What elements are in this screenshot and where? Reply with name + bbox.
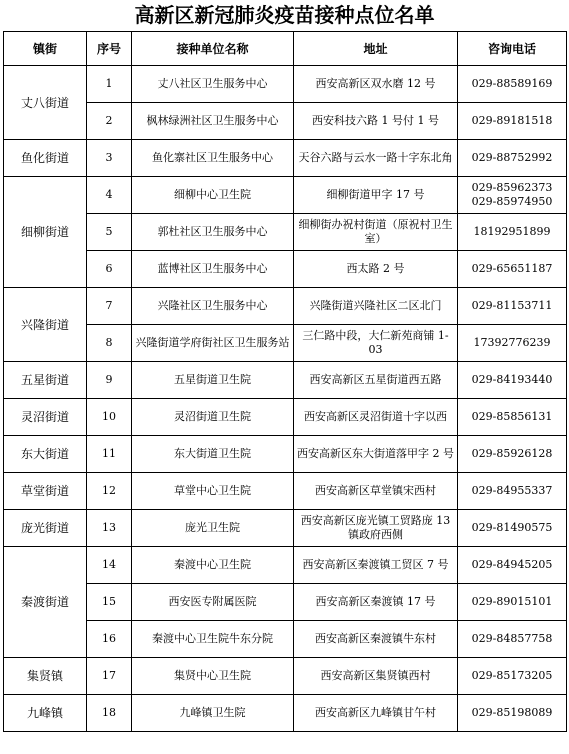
address-cell: 西太路 2 号 xyxy=(294,251,458,288)
table-row xyxy=(4,103,567,140)
site-name-cell: 灵沼街道卫生院 xyxy=(132,399,294,436)
phone-cell: 029-88589169 xyxy=(458,66,567,103)
address-cell: 西安高新区灵沼街道十字以西 xyxy=(294,399,458,436)
town-cell: 兴隆街道 xyxy=(4,288,87,362)
number-cell: 5 xyxy=(87,214,132,251)
town-cell: 五星街道 xyxy=(4,362,87,399)
site-name-cell: 九峰镇卫生院 xyxy=(132,695,294,732)
address-cell: 西安高新区九峰镇甘午村 xyxy=(294,695,458,732)
header-site-name: 接种单位名称 xyxy=(132,32,294,66)
number-cell: 3 xyxy=(87,140,132,177)
table-row xyxy=(4,362,567,399)
number-cell: 7 xyxy=(87,288,132,325)
site-name-cell: 细柳中心卫生院 xyxy=(132,177,294,214)
town-cell: 秦渡街道 xyxy=(4,547,87,658)
number-cell: 17 xyxy=(87,658,132,695)
site-name-cell: 东大街道卫生院 xyxy=(132,436,294,473)
vaccination-sites-table xyxy=(3,31,567,732)
table-header-row xyxy=(4,32,567,66)
town-cell: 草堂街道 xyxy=(4,473,87,510)
number-cell: 8 xyxy=(87,325,132,362)
header-number: 序号 xyxy=(87,32,132,66)
table-row xyxy=(4,177,567,214)
table-row xyxy=(4,325,567,362)
number-cell: 10 xyxy=(87,399,132,436)
table-row xyxy=(4,473,567,510)
address-cell: 西安高新区东大街道落甲字 2 号 xyxy=(294,436,458,473)
site-name-cell: 枫林绿洲社区卫生服务中心 xyxy=(132,103,294,140)
address-cell: 兴隆街道兴隆社区二区北门 xyxy=(294,288,458,325)
number-cell: 1 xyxy=(87,66,132,103)
town-cell: 集贤镇 xyxy=(4,658,87,695)
phone-cell: 029-81153711 xyxy=(458,288,567,325)
site-name-cell: 草堂中心卫生院 xyxy=(132,473,294,510)
number-cell: 6 xyxy=(87,251,132,288)
number-cell: 9 xyxy=(87,362,132,399)
table-row xyxy=(4,436,567,473)
phone-cell: 029-89015101 xyxy=(458,584,567,621)
number-cell: 16 xyxy=(87,621,132,658)
site-name-cell: 秦渡中心卫生院 xyxy=(132,547,294,584)
address-cell: 西安高新区秦渡镇工贸区 7 号 xyxy=(294,547,458,584)
phone-cell: 029-85926128 xyxy=(458,436,567,473)
town-cell: 鱼化街道 xyxy=(4,140,87,177)
phone-cell: 029-85856131 xyxy=(458,399,567,436)
table-row xyxy=(4,140,567,177)
phone-cell: 029-84193440 xyxy=(458,362,567,399)
table-row xyxy=(4,66,567,103)
address-cell: 细柳街道甲字 17 号 xyxy=(294,177,458,214)
town-cell: 细柳街道 xyxy=(4,177,87,288)
phone-cell: 029-89181518 xyxy=(458,103,567,140)
site-name-cell: 兴隆街道学府街社区卫生服务站 xyxy=(132,325,294,362)
site-name-cell: 兴隆社区卫生服务中心 xyxy=(132,288,294,325)
number-cell: 15 xyxy=(87,584,132,621)
town-cell: 丈八街道 xyxy=(4,66,87,140)
address-cell: 西安高新区草堂镇宋西村 xyxy=(294,473,458,510)
address-cell: 西安高新区秦渡镇 17 号 xyxy=(294,584,458,621)
phone-cell: 029-85198089 xyxy=(458,695,567,732)
number-cell: 18 xyxy=(87,695,132,732)
table-row xyxy=(4,621,567,658)
address-cell: 西安高新区五星街道西五路 xyxy=(294,362,458,399)
number-cell: 14 xyxy=(87,547,132,584)
table-row xyxy=(4,584,567,621)
phone-cell: 17392776239 xyxy=(458,325,567,362)
number-cell: 13 xyxy=(87,510,132,547)
phone-cell: 18192951899 xyxy=(458,214,567,251)
phone-cell: 029-84945205 xyxy=(458,547,567,584)
town-cell: 九峰镇 xyxy=(4,695,87,732)
town-cell: 灵沼街道 xyxy=(4,399,87,436)
table-row xyxy=(4,251,567,288)
address-cell: 三仁路中段，大仁新苑商铺 1-03 xyxy=(294,325,458,362)
site-name-cell: 五星街道卫生院 xyxy=(132,362,294,399)
phone-cell: 029-84857758 xyxy=(458,621,567,658)
phone-cell: 029-84955337 xyxy=(458,473,567,510)
phone-cell: 029-85173205 xyxy=(458,658,567,695)
address-cell: 西安高新区集贤镇西村 xyxy=(294,658,458,695)
phone-cell: 029-81490575 xyxy=(458,510,567,547)
address-cell: 细柳街办祝村街道（原祝村卫生室） xyxy=(294,214,458,251)
address-cell: 西安科技六路 1 号付 1 号 xyxy=(294,103,458,140)
phone-cell: 029-88752992 xyxy=(458,140,567,177)
table-row xyxy=(4,510,567,547)
table-row xyxy=(4,399,567,436)
number-cell: 4 xyxy=(87,177,132,214)
number-cell: 12 xyxy=(87,473,132,510)
table-row xyxy=(4,547,567,584)
document-title: 高新区新冠肺炎疫苗接种点位名单 xyxy=(134,3,435,27)
site-name-cell: 丈八社区卫生服务中心 xyxy=(132,66,294,103)
header-phone: 咨询电话 xyxy=(458,32,567,66)
table-row xyxy=(4,658,567,695)
site-name-cell: 庞光卫生院 xyxy=(132,510,294,547)
phone-cell: 029-85962373 029-85974950 xyxy=(458,177,567,214)
table-row xyxy=(4,288,567,325)
address-cell: 西安高新区双水磨 12 号 xyxy=(294,66,458,103)
town-cell: 东大街道 xyxy=(4,436,87,473)
address-cell: 西安高新区庞光镇工贸路庞 13 镇政府西侧 xyxy=(294,510,458,547)
town-cell: 庞光街道 xyxy=(4,510,87,547)
phone-cell: 029-65651187 xyxy=(458,251,567,288)
site-name-cell: 秦渡中心卫生院牛东分院 xyxy=(132,621,294,658)
site-name-cell: 西安医专附属医院 xyxy=(132,584,294,621)
address-cell: 西安高新区秦渡镇牛东村 xyxy=(294,621,458,658)
header-address: 地址 xyxy=(294,32,458,66)
site-name-cell: 集贤中心卫生院 xyxy=(132,658,294,695)
number-cell: 11 xyxy=(87,436,132,473)
number-cell: 2 xyxy=(87,103,132,140)
address-cell: 天谷六路与云水一路十字东北角 xyxy=(294,140,458,177)
site-name-cell: 郭杜社区卫生服务中心 xyxy=(132,214,294,251)
header-town: 镇街 xyxy=(4,32,87,66)
table-row xyxy=(4,695,567,732)
site-name-cell: 鱼化寨社区卫生服务中心 xyxy=(132,140,294,177)
site-name-cell: 蓝博社区卫生服务中心 xyxy=(132,251,294,288)
table-row xyxy=(4,214,567,251)
